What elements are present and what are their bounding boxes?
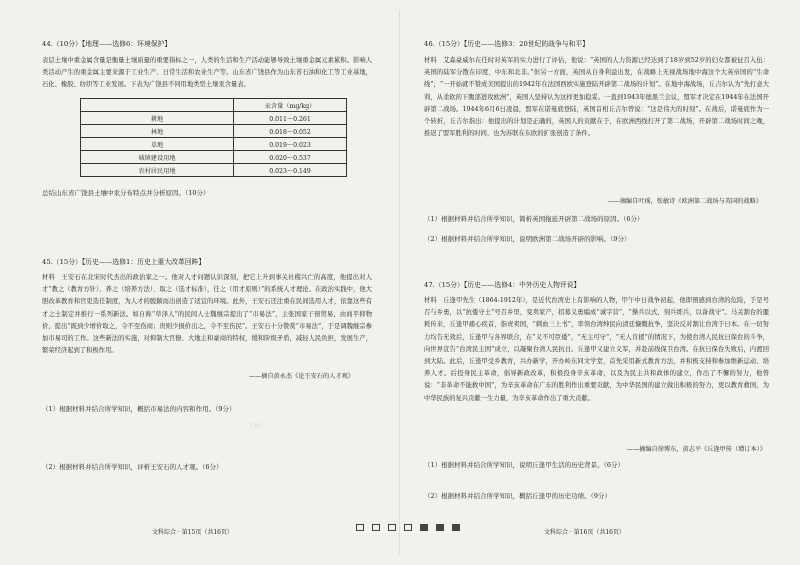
reg-mark — [388, 524, 396, 531]
page-16 — [400, 0, 800, 565]
land-type-cell: 耕地 — [81, 112, 234, 125]
table-header-row — [81, 99, 347, 112]
land-type-cell: 城镇建设用地 — [81, 151, 234, 164]
faint-handwriting: （ 分） — [247, 423, 264, 429]
q44-intro: 表层土壤中重金属含量是衡量土壤质量的重要指标之一，人类的生活和生产活动能够导致土壤重金属元素累积。影响人类活动产生的重金属主要来源于工业生产、日常生活和农业生产等。山东省广饶县作为山东省石油和化工等工业基地，石化、橡胶、纺织等工业发展。下表为广饶县不同用地类型土壤汞含量表。 — [42, 57, 372, 89]
table-corner-cell — [81, 99, 234, 112]
land-type-cell: 草地 — [81, 138, 234, 151]
mercury-value-cell: 0.020～0.537 — [234, 151, 347, 164]
q45-sub2: （2）根据材料并结合所学知识，评析王安石的人才观。（6分） — [42, 463, 223, 471]
table-row — [81, 138, 347, 151]
table-row — [81, 125, 347, 138]
q44-question: 总结山东省广饶县土壤中汞分布特点并分析原因。（10分） — [42, 189, 210, 197]
land-type-cell: 农村居民用地 — [81, 164, 234, 177]
q45-sub1: （1）根据材料并结合所学知识，概括市易法的内容和作用。（9分） — [42, 405, 236, 413]
q47-sub2: （2）根据材料并结合所学知识，概括丘逢甲的历史功绩。（9分） — [424, 492, 612, 500]
q44-heading: 44.（10分）【地理——选修6：环境保护】 — [42, 40, 172, 48]
page-footer-15: 文科综合 · 第15页（共16页） — [152, 529, 233, 536]
q45-source: ——摘自黄永杰《论王安石的人才观》 — [248, 373, 354, 380]
mercury-value-cell: 0.023～0.149 — [234, 164, 347, 177]
q45-material: 材料 王安石在北宋时代杰出的政治家之一。他对人才问题认识深刻，把它上升到事关社稷兴亡的高度，他提出对人才“教之（教育方针）、养之（培养方法）、取之（选才标准），任之（用才原则）”的系统人才理论。在政治实践中，他大胆改革教育和官吏选任制度，为人才的脱颖而出创造了适宜的环境。此外，王安石还注重在民间选用人才，依靠这些有才之士制定并推行一系列新法。如自称“草泽人”的民间人士魏继宗提出了“市易法”，主张国家干预贸易，由商平抑物价，提出“既到少增价取之，令不至伤商；贵则少损价出之，令不至伤民”。王安石十分赞赏“市易法”，于是调魏继宗参加市易司的工作。这些新法的实施，对抑制大官僚、大地主和豪商的特权，缓和阶级矛盾，减轻人民负担，发展生产，繁荣经济起到了积极作用。 — [42, 274, 372, 355]
table-row — [81, 151, 347, 164]
q45-heading: 45.（15分）【历史——选修1：历史上重大改革回眸】 — [42, 258, 206, 266]
q46-source: ——摘编自叶瑶，张敏诗《欧洲第二战场与英国的战略》 — [607, 198, 762, 205]
mercury-value-cell: 0.011～0.261 — [234, 112, 347, 125]
q46-heading: 46.（15分）【历史——选修3：20世纪的战争与和平】 — [424, 40, 589, 48]
q46-sub2: （2）根据材料并结合所学知识，说明欧洲第二战场开辟的影响。（9分） — [424, 235, 631, 243]
q47-material: 材料 丘逢甲先生（1864-1912年），是近代台湾史上有影响的人物，甲午中日战争初起，他即預感到台湾的危险，于是号召与乡勇，以“抗倭守土”号召乡里，变卖家产，招募义勇编成“诚字营”，“操兵以式，刻兵练兵，以备战守”。马关割台的噩耗传来，丘逢甲痛心疾首，指责卖国，“刺血三上书”，率领台湾绅民向清廷慷慨抗争，坚决反对割让台湾于日本。在一切努力均告无效后，丘逢甲与各界联合，在“义不可臣倭”，“无主可守”，“无人肯援”的情况下，为使台湾人民抗日保台的斗争，向世界宣告“台湾民主国”成立，以凝聚台湾人民抗日。丘逢甲又建立义军，并赴前线保卫台湾。在抗日保台失败后，内渡回到大陆。此后，丘逢甲受乡教育，兴办新学，开办岭东同文学堂，首先采用新式教育方法，并积极支持和参加维新运动、培养人才。后投身民主革命，倡导新政改革，积极投身辛亥革命，以及为民主共和政体的建立，作出了不懈的努力，他曾说：“非革命不能救中国”，为辛亥革命在广东的胜利作出重要贡献，为中华民国的建立做出积极的努力，更以教育救国，为中华民族的复兴贡献一生力量，为辛亥革命作出了重大贡献。 — [424, 297, 769, 402]
page-footer-16: 文科综合 · 第16页（共16页） — [544, 529, 625, 536]
soil-mercury-table — [80, 98, 347, 177]
q47-source: ——摘编自徐博东，黄志平《丘逢甲传（增订本）》 — [626, 446, 766, 453]
table-header-cell: 汞含量（mg/kg） — [234, 99, 347, 112]
q46-material: 材料 艾森豪威尔在任时对英军的实力进行了评估，他说：“英国的人力资源已经达到了18岁到52岁的妇女都被征召入伍：英国的陆军分散在印度、中东和北非。”但另一方面，英国从自身利益出发，在战略上无视战场地中海这个大英帝国的“生命线”，“一开始就不赞成美国提出的1942年在法国西欧实施登陆开辟第二战场的计划”。在地中海战场，丘吉尔认为“先打意大利，从柔软的下腹部进攻欧洲”，英国人坚持认为这样更加稳妥。一直到1943年德黑兰会议，盟军才决定在1944年在法国开辟第二战场。1944年6月6日凌晨，盟军在诺曼底登陆，英国首相丘吉尔曾说：“这是伟大的时刻”。在战后，诺曼底作为一个转折，丘吉尔指出：他提出的计划是正确的，英国人的贡献在于，在欧洲西线打开了第二战场，开辟第二战场时间之晚，推迟了盟军胜利的时间，也为苏联在东欧的扩张创造了条件。 — [424, 57, 769, 138]
table-row — [81, 112, 347, 125]
reg-mark — [356, 524, 364, 531]
mercury-value-cell: 0.019～0.023 — [234, 138, 347, 151]
land-type-cell: 林地 — [81, 125, 234, 138]
q46-sub1: （1）根据材料并结合所学知识，简析英国拖延开辟第二战场的原因。（6分） — [424, 215, 644, 223]
q47-sub1: （1）根据材料并结合所学知识，说明丘逢甲生活的历史背景。（6分） — [424, 461, 625, 469]
table-row — [81, 164, 347, 177]
mercury-value-cell: 0.018～0.052 — [234, 125, 347, 138]
reg-mark — [372, 524, 380, 531]
q47-heading: 47.（15分）【历史——选修4：中外历史人物评说】 — [424, 281, 581, 289]
